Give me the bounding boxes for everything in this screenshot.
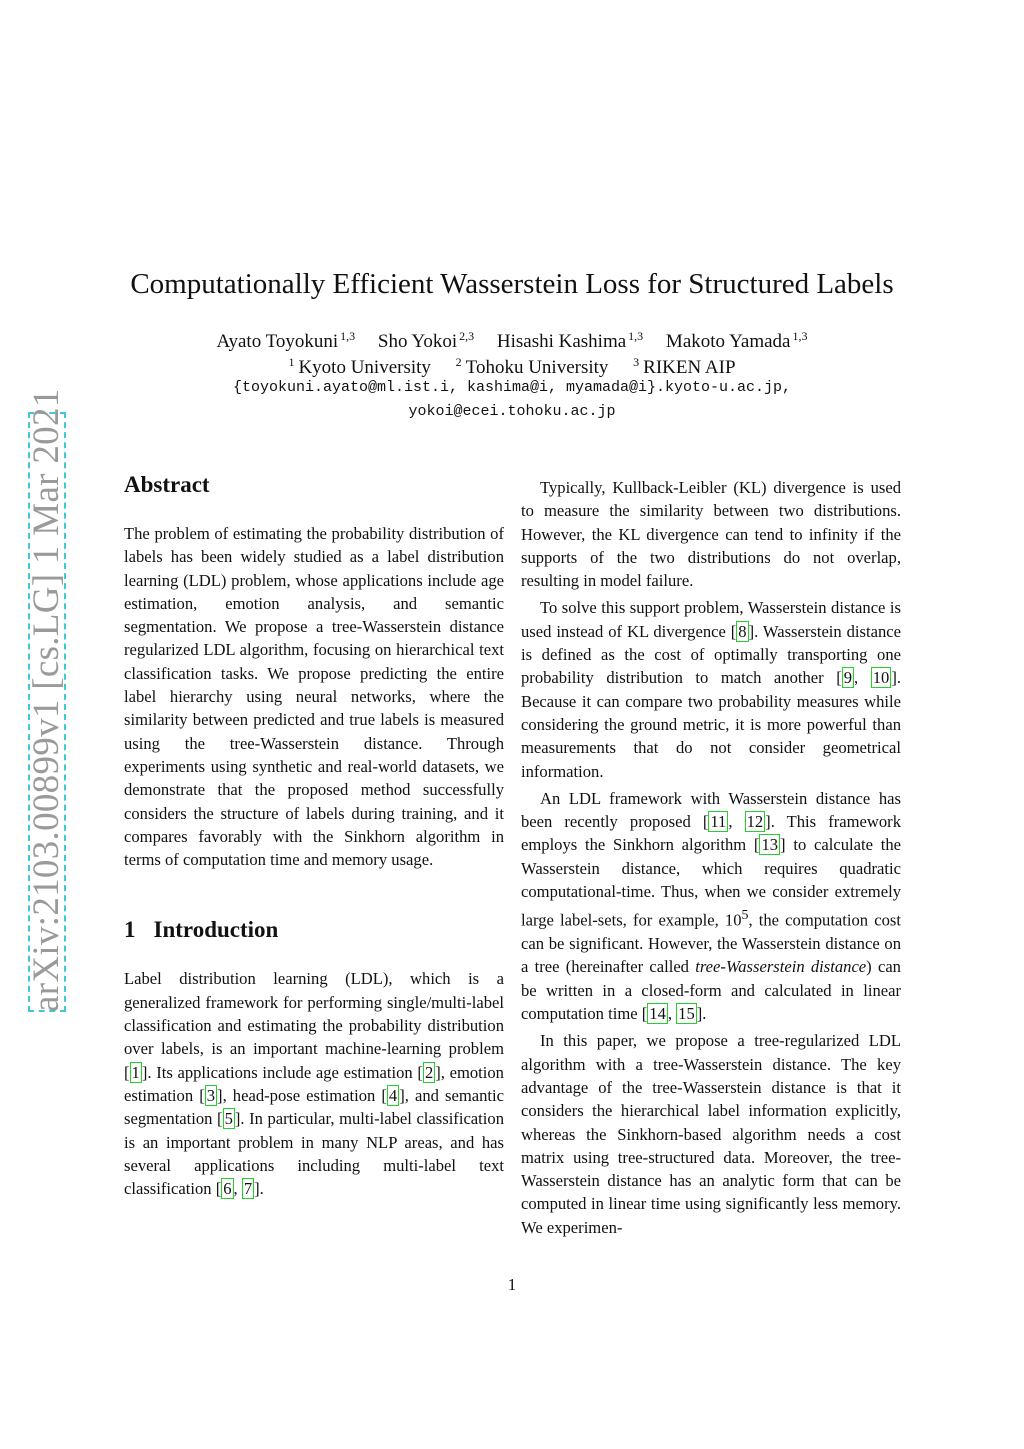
affiliation: $^2$ Tohoku University [455, 355, 609, 378]
right-column [521, 476, 901, 1243]
email-line-1: {toyokuni.ayato@ml.ist.i, kashima@i, myamada@i}.kyoto-u.ac.jp, [232, 379, 792, 396]
citation-link[interactable]: 7 [243, 1179, 253, 1199]
page-number: 1 [507, 1275, 517, 1294]
author: Ayato Toyokuni $^{1,3}$ [216, 329, 356, 352]
abstract-text: The problem of estimating the probability distribution of labels has been widely studied as a label distribution learning (LDL) problem, whose applications include age estimation, emotion analysis, and semantic segmentation. We propose a tree-Wasserstein distance regularized LDL algorithm, focusing on hierarchical text classification tasks. We propose predicting the entire label hierarchy using neural networks, where the similarity between predicted and true labels is measured using the tree-Wasserstein distance. Through experiments using synthetic and real-world datasets, we demonstrate that the proposed method successfully considers the structure of labels during training, and it compares favorably with the Sinkhorn algorithm in terms of computation time and memory usage. [124, 524, 504, 870]
section-heading-introduction [124, 915, 504, 945]
citation-link[interactable]: 8 [738, 621, 747, 641]
citation-link[interactable]: 12 [746, 812, 764, 832]
arxiv-stamp: arXiv:2103.00899v1 [cs.LG] 1 Mar 2021 [26, 388, 67, 1012]
citation-link[interactable]: 2 [424, 1062, 434, 1082]
intro-paragraph-3: To solve this support problem, Wasserstein distance is used instead of KL divergence [ 8 ]. Wasserstein distance is defined as the cost of optimally transporting one probability distribution to match another [ 9 , 10 ]. Because it can compare two probability measures while considering the ground metric, it is more powerful than measurements that do not consider geometrical information. [521, 598, 902, 781]
author: Makoto Yamada $^{1,3}$ [665, 329, 808, 352]
intro-paragraph-4: An LDL framework with Wasserstein distance has been recently proposed [ 11 , 12 ]. This framework employs the Sinkhorn algorithm [ 13 ] to calculate the Wasserstein distance, which requires quadratic computational-time. Thus, when we consider extremely large label-sets, for example, $10^5$, the computation cost can be significant. However, the Wasserstein distance on a tree (hereinafter called tree-Wasserstein distance) can be written in a closed-form and calculated in linear computation time [ 14 , 15 ]. [521, 788, 901, 1024]
citation-link[interactable]: 6 [223, 1179, 232, 1199]
citation-link[interactable]: 11 [710, 812, 727, 832]
left-column [124, 470, 504, 1200]
intro-paragraph-5: In this paper, we propose a tree-regularized LDL algorithm with a tree-Wasserstein distance. The key advantage of the tree-Wasserstein distance is that it considers the hierarchical label information explicitly, whereas the Sinkhorn-based algorithm needs a cost matrix using tree-structured data. Moreover, the tree-Wasserstein distance has an analytic form that can be computed in linear time using significantly less memory. We experimen- [521, 1031, 901, 1237]
citation-link[interactable]: 13 [761, 835, 779, 855]
intro-paragraph-2: Typically, Kullback-Leibler (KL) divergence is used to measure the similarity between two distributions. However, the KL divergence can tend to infinity if the supports of the two distributions do not overlap, resulting in model failure. [521, 478, 901, 591]
citation-link[interactable]: 5 [224, 1109, 233, 1129]
affiliation: $^3$ RIKEN AIP [633, 355, 736, 378]
section-number: 1 [124, 917, 136, 943]
citation-link[interactable]: 15 [678, 1004, 695, 1024]
citation-link[interactable]: 1 [131, 1062, 140, 1082]
citation-link[interactable]: 3 [206, 1085, 216, 1105]
intro-paragraph-1: Label distribution learning (LDL), which is a generalized framework for performing single/multi-label classification and estimating the probability distribution over labels, is an important machine-learning problem [ 1 ]. Its applications include age estimation [ 2 ], emotion estimation [ 3 ], head-pose estimation [ 4 ], and semantic segmentation [ 5 ]. In particular, multi-label classification is an important problem in many NLP areas, and has several applications including multi-label text classification [ 6 , 7 ]. [124, 969, 504, 1199]
abstract-heading: Abstract [124, 472, 210, 497]
citation-link[interactable]: 9 [843, 668, 853, 688]
citation-link[interactable]: 14 [649, 1004, 666, 1024]
paper-title: Computationally Efficient Wasserstein Loss for Structured Labels [130, 268, 894, 300]
citation-link[interactable]: 10 [872, 668, 890, 688]
email-line-2: yokoi@ecei.tohoku.ac.jp [408, 403, 616, 420]
affiliation: $^1$ Kyoto University [288, 355, 431, 378]
author: Hisashi Kashima $^{1,3}$ [496, 329, 644, 352]
citation-link[interactable]: 4 [388, 1085, 398, 1105]
affiliation-list [80, 350, 944, 380]
exponent: 5 [741, 907, 749, 923]
author: Sho Yokoi $^{2,3}$ [377, 329, 475, 352]
section-title: Introduction [153, 917, 279, 943]
emphasis-term: tree-Wasserstein distance [695, 957, 867, 977]
